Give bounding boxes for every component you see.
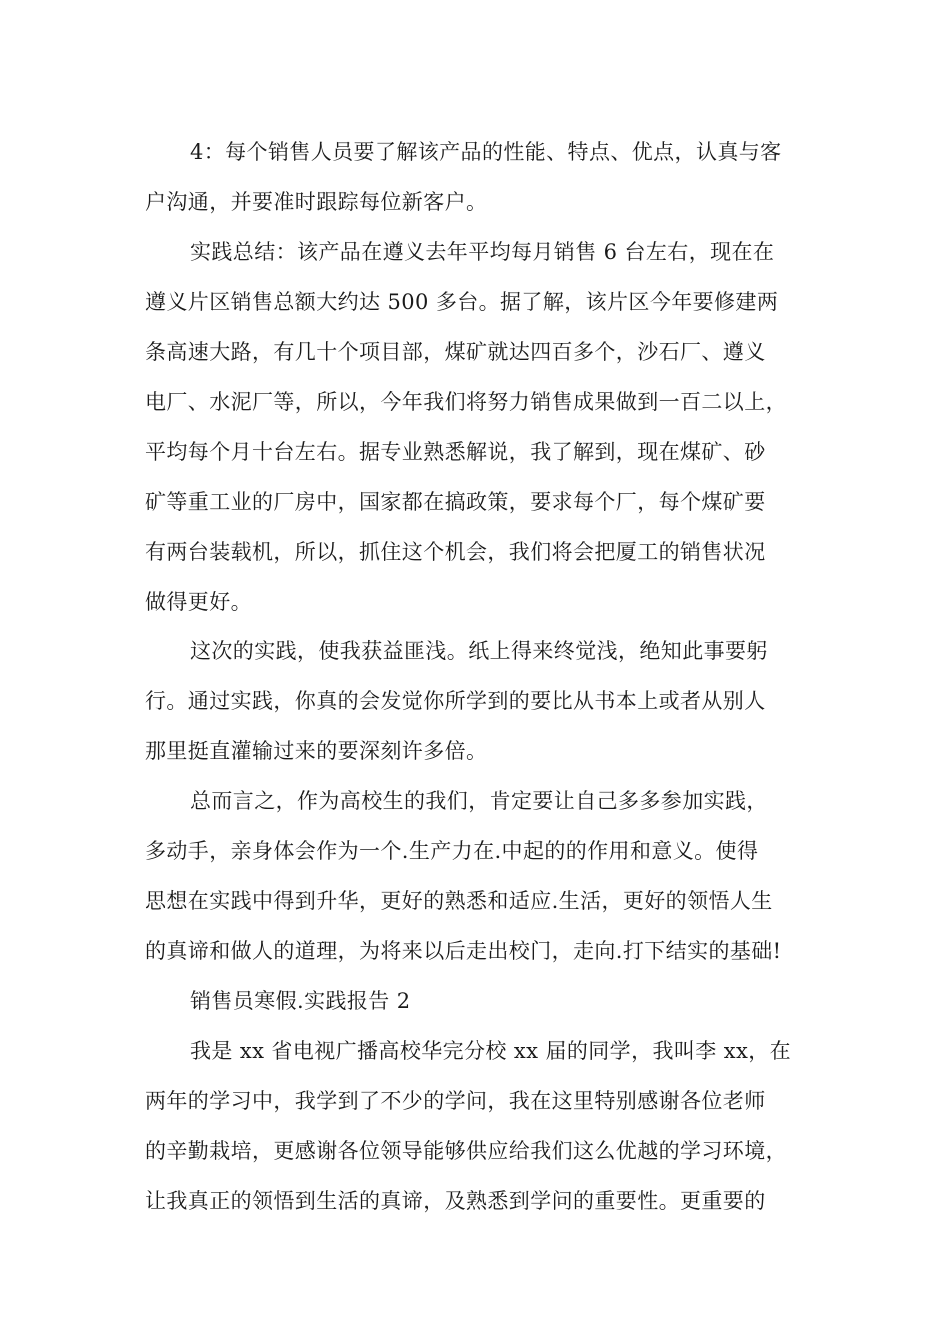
text-line: 条高速大路，有几十个项目部，煤矿就达四百多个，沙石厂、遵义	[145, 340, 766, 364]
text-line: 遵义片区销售总额大约达 500 多台。据了解，该片区今年要修建两	[145, 290, 779, 314]
text-line: 户沟通，并要准时跟踪每位新客户。	[145, 190, 488, 214]
text-line: 让我真正的领悟到生活的真谛，及熟悉到学问的重要性。更重要的	[145, 1189, 766, 1213]
text-line: 4：每个销售人员要了解该产品的性能、特点、优点，认真与客	[190, 140, 782, 164]
text-line: 这次的实践，使我获益匪浅。纸上得来终觉浅，绝知此事要躬	[190, 639, 768, 663]
text-line: 矿等重工业的厂房中，国家都在搞政策，要求每个厂，每个煤矿要	[145, 490, 766, 514]
text-line: 的辛勤栽培，更感谢各位领导能够供应给我们这么优越的学习环境，	[145, 1139, 787, 1163]
text-line: 实践总结：该产品在遵义去年平均每月销售 6 台左右，现在在	[190, 240, 775, 264]
section-heading: 销售员寒假.实践报告 2	[190, 989, 411, 1013]
text-line: 我是 xx 省电视广播高校华完分校 xx 届的同学，我叫李 xx，在	[190, 1039, 792, 1063]
text-line: 有两台装载机，所以，抓住这个机会，我们将会把厦工的销售状况	[145, 540, 766, 564]
text-line: 多动手，亲身体会作为一个.生产力在.中起的的作用和意义。使得	[145, 839, 759, 863]
text-line: 平均每个月十台左右。据专业熟悉解说，我了解到，现在煤矿、砂	[145, 440, 766, 464]
text-line: 那里挺直灌输过来的要深刻许多倍。	[145, 739, 488, 763]
text-line: 的真谛和做人的道理，为将来以后走出校门，走向.打下结实的基础!	[145, 939, 782, 963]
text-line: 总而言之，作为高校生的我们，肯定要让自己多多参加实践，	[190, 789, 768, 813]
text-line: 行。通过实践，你真的会发觉你所学到的要比从书本上或者从别人	[145, 689, 766, 713]
text-line: 思想在实践中得到升华，更好的熟悉和适应.生活，更好的领悟人生	[145, 889, 773, 913]
text-line: 做得更好。	[145, 590, 252, 614]
text-line: 电厂、水泥厂等，所以，今年我们将努力销售成果做到一百二以上，	[145, 390, 787, 414]
text-line: 两年的学习中，我学到了不少的学问，我在这里特别感谢各位老师	[145, 1089, 766, 1113]
